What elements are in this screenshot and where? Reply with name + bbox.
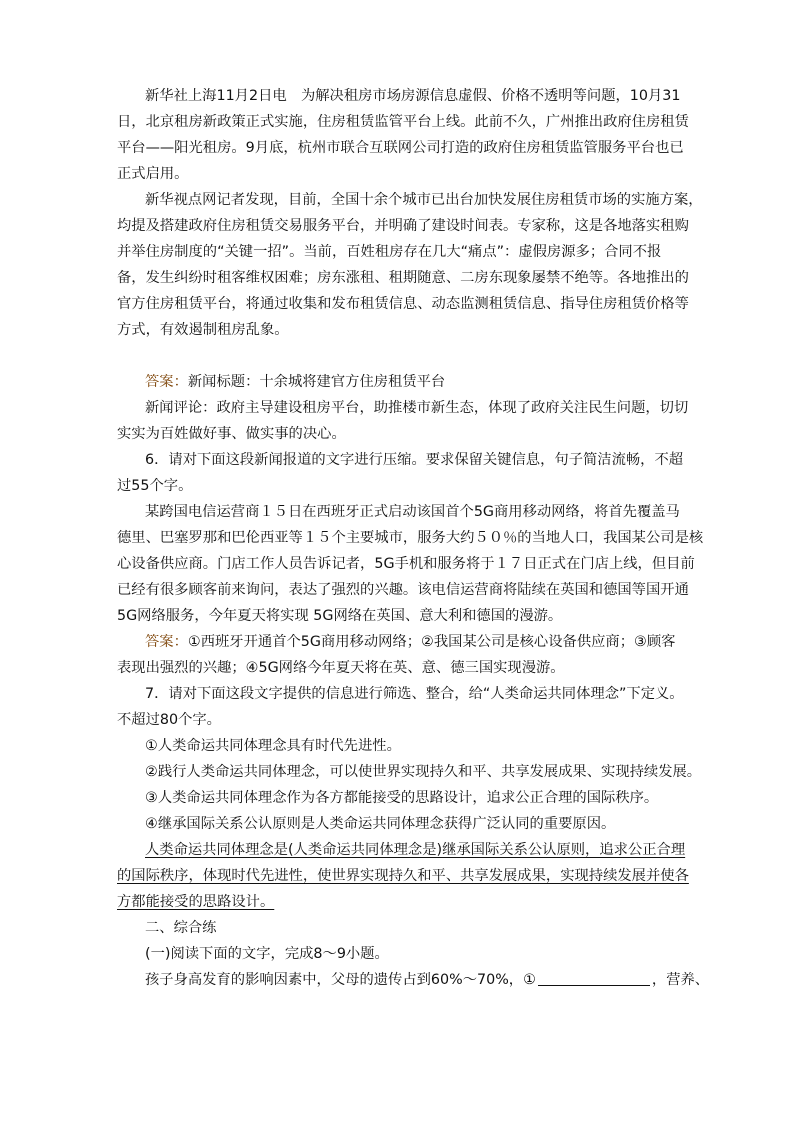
paragraph-line (0, 967, 794, 993)
text: 德里、巴塞罗那和巴伦西亚等１５个主要城市，服务大约５０％的当地人口，我国某公司是核 (117, 530, 704, 546)
text: ①人类命运共同体理念具有时代先进性。 (145, 738, 401, 754)
list-item (0, 759, 794, 785)
text: 孩子身高发育的影响因素中，父母的遗传占到60%～70%，① (145, 972, 536, 988)
text: 新闻评论：政府主导建设租房平台，助推楼市新生态，体现了政府关注民生问题，切切 (145, 400, 689, 416)
text: 5G网络服务，今年夏天将实现 5G网络在英国、意大利和德国的漫游。 (117, 608, 563, 624)
answer-label: 答案： (145, 374, 188, 390)
list-item (0, 733, 794, 759)
paragraph-line (0, 109, 794, 135)
text: 6．请对下面这段新闻报道的文字进行压缩。要求保留关键信息，句子简洁流畅，不超 (145, 452, 684, 468)
list-item (0, 785, 794, 811)
text: 不超过80个字。 (117, 712, 221, 728)
question-line (0, 681, 794, 707)
text: 日，北京租房新政策正式实施，住房租赁监管平台上线。此前不久，广州推出政府住房租赁 (117, 114, 689, 130)
text: ④继承国际关系公认原则是人类命运共同体理念获得广泛认同的重要原因。 (145, 816, 616, 832)
text: ②践行人类命运共同体理念，可以使世界实现持久和平、共享发展成果、实现持续发展。 (145, 764, 702, 780)
fill-in-blank (538, 971, 650, 986)
section-heading (0, 915, 794, 941)
paragraph-line (0, 135, 794, 161)
answer-label: 答案： (145, 634, 188, 650)
paragraph-line (0, 655, 794, 681)
text: 方都能接受的思路设计。 (117, 894, 275, 910)
paragraph-line (0, 265, 794, 291)
text: 二、综合练 (145, 920, 217, 936)
text: 实实为百姓做好事、做实事的决心。 (117, 426, 346, 442)
paragraph-line (0, 525, 794, 551)
text: 人类命运共同体理念是(人类命运共同体理念是)继承国际关系公认原则，追求公正合理 (145, 842, 686, 858)
text: 过55个字。 (117, 478, 193, 494)
text: (一)阅读下面的文字，完成8～9小题。 (145, 946, 389, 962)
text: ，营养、 (651, 972, 710, 988)
text: ①西班牙开通首个5G商用移动网络；②我国某公司是核心设备供应商；③顾客 (187, 634, 676, 650)
paragraph-line (0, 577, 794, 603)
text: 官方住房租赁平台，将通过收集和发布租赁信息、动态监测租赁信息、指导住房租赁价格等 (117, 296, 689, 312)
text: 均提及搭建政府住房租赁交易服务平台，并明确了建设时间表。专家称，这是各地落实租购 (117, 218, 689, 234)
text: 某跨国电信运营商１５日在西班牙正式启动该国首个5G商用移动网络，将首先覆盖马 (145, 504, 680, 520)
paragraph-line (0, 239, 794, 265)
paragraph-line (0, 603, 794, 629)
question-line (0, 707, 794, 733)
text: 心设备供应商。门店工作人员告诉记者，5G手机和服务将于１７日正式在门店上线，但目前 (117, 556, 695, 572)
text: 正式启用。 (117, 166, 189, 182)
paragraph-line (0, 187, 794, 213)
text: 已经有很多顾客前来询问，表达了强烈的兴趣。该电信运营商将陆续在英国和德国等国开通 (117, 582, 689, 598)
question-line (0, 447, 794, 473)
paragraph-line (0, 291, 794, 317)
question-line (0, 941, 794, 967)
text: 7．请对下面这段文字提供的信息进行筛选、整合，给“人类命运共同体理念”下定义。 (145, 686, 684, 702)
paragraph-line (0, 317, 794, 343)
text: 表现出强烈的兴趣；④5G网络今年夏天将在英、意、德三国实现漫游。 (117, 660, 565, 676)
answer-line (0, 837, 794, 863)
paragraph-line (0, 213, 794, 239)
text: 平台——阳光租房。9月底，杭州市联合互联网公司打造的政府住房租赁监管服务平台也已 (117, 140, 684, 156)
answer-line (0, 629, 794, 655)
answer-line (0, 369, 794, 395)
list-item (0, 811, 794, 837)
text: 新华视点网记者发现，目前，全国十余个城市已出台加快发展住房租赁市场的实施方案， (145, 192, 703, 208)
paragraph-line (0, 395, 794, 421)
paragraph-line (0, 499, 794, 525)
answer-line (0, 889, 794, 915)
text: 并举住房制度的“关键一招”。当前，百姓租房存在几大“痛点”：虚假房源多；合同不报 (117, 244, 662, 260)
paragraph-line (0, 421, 794, 447)
text: ③人类命运共同体理念作为各方都能接受的思路设计，追求公正合理的国际秩序。 (145, 790, 659, 806)
text: 方式，有效遏制租房乱象。 (117, 322, 289, 338)
text: 新闻标题：十余城将建官方住房租赁平台 (187, 374, 446, 390)
question-line (0, 473, 794, 499)
answer-line (0, 863, 794, 889)
paragraph-line (0, 161, 794, 187)
paragraph-line (0, 551, 794, 577)
text: 新华社上海11月2日电 为解决租房市场房源信息虚假、价格不透明等问题，10月31 (145, 88, 681, 104)
paragraph-line (0, 83, 794, 109)
text: 备，发生纠纷时租客维权困难；房东涨租、租期随意、二房东现象屡禁不绝等。各地推出的 (117, 270, 689, 286)
text: 的国际秩序，体现时代先进性，使世界实现持久和平、共享发展成果，实现持续发展并使各 (117, 868, 689, 884)
